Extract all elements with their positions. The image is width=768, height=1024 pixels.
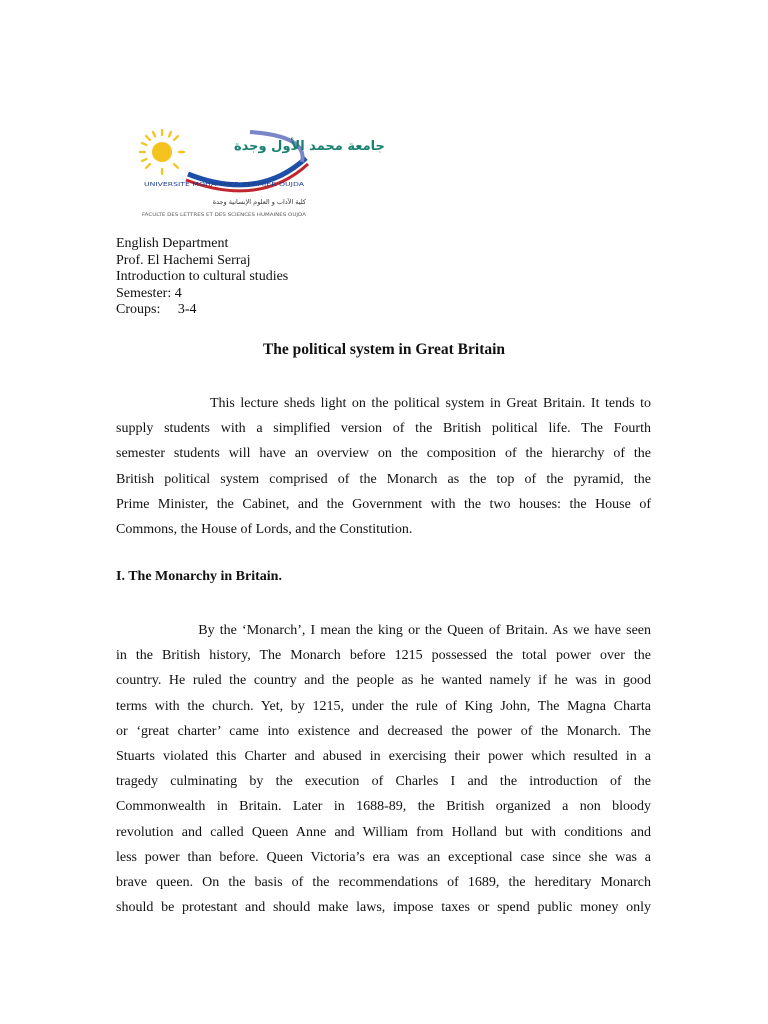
sun-icon [140,130,184,174]
paragraph-line: brave queen. On the basis of the recommendations of 1689, the hereditary Monarch [116,874,651,890]
paragraph-line: terms with the church. Yet, by 1215, under the rule of King John, The Magna Charta [116,698,651,714]
professor-line: Prof. El Hachemi Serraj [116,252,251,268]
university-logo [138,128,385,220]
course-header [116,236,288,319]
semester-line: Semester: 4 [116,285,182,301]
paragraph-line: British political system comprised of the Monarch as the top of the pyramid, the [116,471,651,487]
paragraph-line: less power than before. Queen Victoria’s era was an exceptional case since she was a [116,849,651,865]
paragraph-line: should be protestant and should make laws, impose taxes or spend public money only [116,900,651,916]
paragraph-line: country. He ruled the country and the people as he wanted namely if he was in good [116,673,651,689]
paragraph-line: semester students will have an overview on the composition of the hierarchy of the [116,446,651,462]
paragraph-line: in the British history, The Monarch before 1215 possessed the total power over the [116,648,651,664]
paragraph-line: Commonwealth in Britain. Later in 1688-89, the British organized a non bloody [116,799,651,815]
monarchy-paragraph [116,618,651,920]
intro-paragraph [116,391,651,542]
course-line: Introduction to cultural studies [116,269,289,285]
paragraph-line: This lecture sheds light on the political system in Great Britain. It tends to [116,396,651,411]
svg-text:جامعة محمد الأول وجدة: جامعة محمد الأول وجدة [234,139,385,154]
svg-text:FACULTE DES LETTRES ET DES SCI: FACULTE DES LETTRES ET DES SCIENCES HUMAINES OUJDA [142,213,279,218]
paragraph-line: revolution and called Queen Anne and William from Holland but with conditions and [116,824,651,840]
document-title: The political system in Great Britain [262,341,506,358]
section-heading: I. The Monarchy in Britain. [116,569,282,584]
paragraph-line: By the ‘Monarch’, I mean the king or the Queen of Britain. As we have seen [116,623,651,638]
paragraph-line: supply students with a simplified version of the British political life. The Fourth [116,421,651,437]
paragraph-line: or ‘great charter’ came into existence and decreased the power of the Monarch. The [116,723,651,739]
paragraph-line: tragedy culminating by the execution of Charles I and the introduction of the [116,774,651,790]
paragraph-line: Prime Minister, the Cabinet, and the Government with the two houses: the House of [116,496,651,512]
department-line: English Department [116,236,229,251]
svg-text:كلية الآداب و العلوم الإنسانية: كلية الآداب و العلوم الإنسانية وجدة [212,198,306,206]
paragraph-line: Commons, the House of Lords, and the Constitution. [116,521,413,537]
groups-line: Croups: 3-4 [116,302,197,318]
paragraph-line: Stuarts violated this Charter and abused in exercising their power which resulted in a [116,748,651,764]
svg-text:UNIVERSITE MOHAMMED PREMIER OU: UNIVERSITE MOHAMMED PREMIER OUJDA [144,182,305,188]
